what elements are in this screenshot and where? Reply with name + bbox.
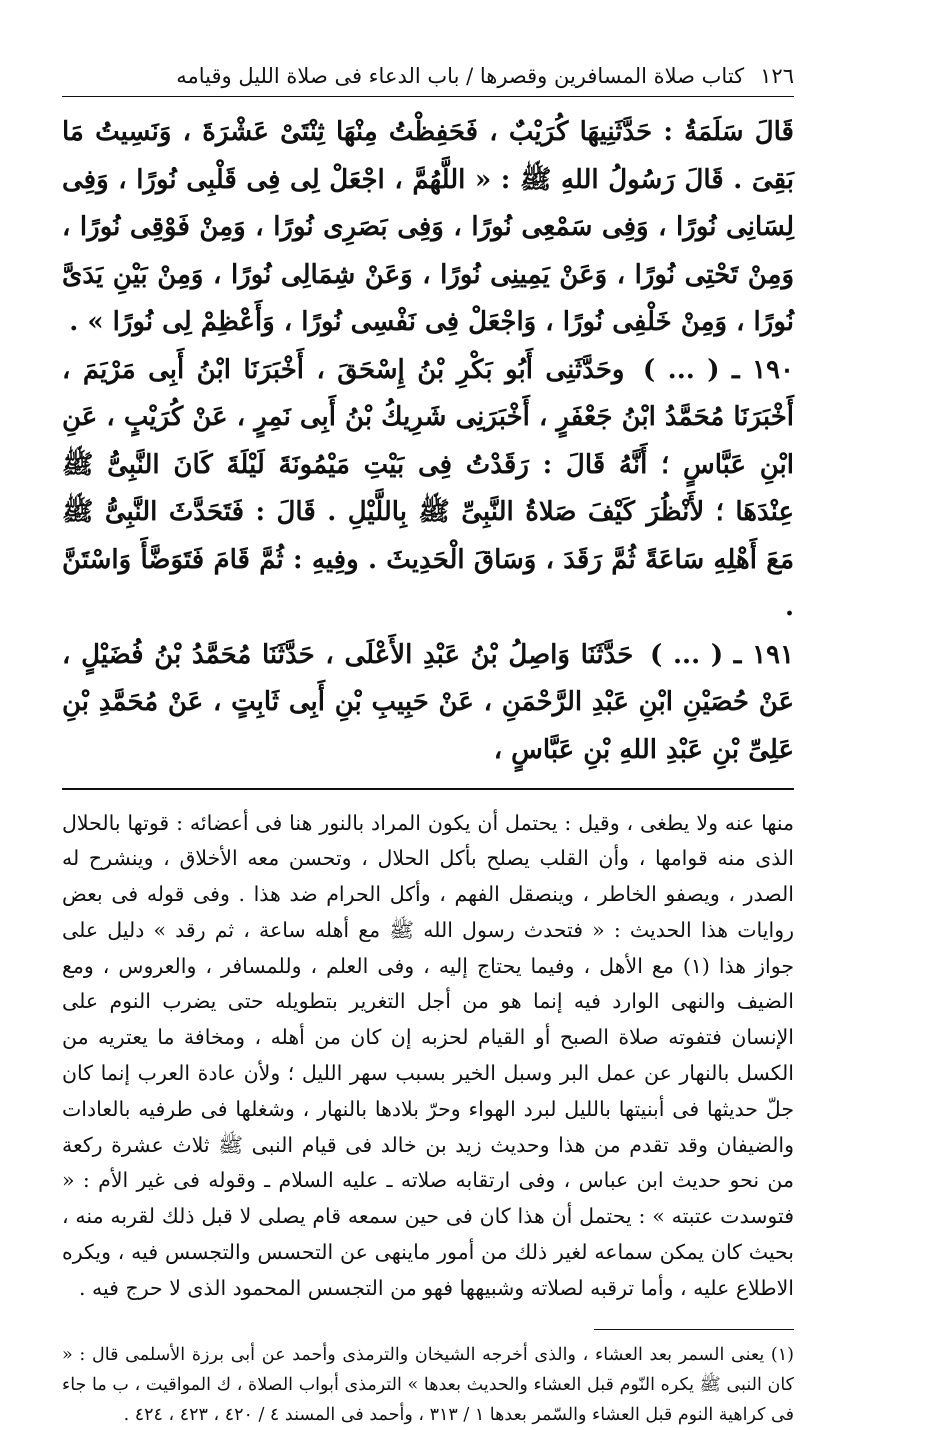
footnotes (62, 1340, 794, 1430)
hadith-text: وحَدَّثَنِى أَبُو بَكْرِ بْنُ إِسْحَقَ ، أَخْبَرَنَا ابْنُ أَبِى مَرْيَمَ ، أَخْبَرَنَا مُحَمَّدُ ابْنُ جَعْفَرٍ ، أَخْبَرَنِى شَرِيكُ بْنُ أَبِى نَمِرٍ ، عَنْ كُرَيْبٍ ، عَنِ ابْنِ عَبَّاسٍ ؛ أَنَّهُ قَالَ : رَقَدْتُ فِى بَيْتِ مَيْمُونَةَ لَيْلَةَ كَانَ النَّبِىُّ ﷺ عِنْدَهَا ؛ لأَنْظُرَ كَيْفَ صَلاةُ النَّبِىِّ ﷺ بِاللَّيْلِ . قَالَ : فَتَحَدَّثَ النَّبِىُّ ﷺ مَعَ أَهْلِهِ سَاعَةً ثُمَّ رَقَدَ ، وَسَاقَ الْحَدِيثَ . وفِيهِ : ثُمَّ قَامَ فَتَوَضَّأَ وَاسْتَنَّ . (62, 354, 794, 622)
hadith-number: ١٩١ ـ ( ... ) (650, 639, 794, 670)
page-number: ١٢٦ (760, 64, 794, 88)
hadith-text: حَدَّثَنَا وَاصِلُ بْنُ عَبْدِ الأَعْلَى ، حَدَّثَنَا مُحَمَّدُ بْنُ فُضَيْلٍ ، عَنْ حُصَيْنِ ابْنِ عَبْدِ الرَّحْمَنِ ، عَنْ حَبِيبِ بْنِ أَبِى ثَابِتٍ ، عَنْ مُحَمَّدِ بْنِ عَلِىِّ بْنِ عَبْدِ اللهِ بْنِ عَبَّاسٍ ، (62, 639, 794, 765)
hadith-continuation-paragraph: قَالَ سَلَمَةُ : حَدَّثَنِيهَا كُرَيْبٌ ، فَحَفِظْتُ مِنْهَا ثِنْتَىْ عَشْرَةَ ، وَنَسِيتُ مَا بَقِىَ . قَالَ رَسُولُ اللهِ ﷺ : « اللَّهُمَّ ، اجْعَلْ لِى فِى قَلْبِى نُورًا ، وَفِى لِسَانِى نُورًا ، وَفِى سَمْعِى نُورًا ، وَفِى بَصَرِى نُورًا ، وَمِنْ فَوْقِى نُورًا ، وَمِنْ تَحْتِى نُورًا ، وَعَنْ يَمِينِى نُورًا ، وَعَنْ شِمَالِى نُورًا ، وَمِنْ بَيْنِ يَدَىَّ نُورًا ، وَمِنْ خَلْفِى نُورًا ، وَاجْعَلْ فِى نَفْسِى نُورًا ، وَأَعْظِمْ لِى نُورًا » . (62, 117, 794, 337)
book-page (62, 56, 794, 1430)
footnote-1: (١) يعنى السمر بعد العشاء ، والذى أخرجه الشيخان والترمذى وأحمد عن أبى برزة الأسلمى قال : « كان النبى ﷺ يكره النّوم قبل العشاء والحديث بعدها » الترمذى أبواب الصلاة ، ك المواقيت ، ب ما جاء فى كراهية النوم قبل العشاء والسّمر بعدها ١ / ٣١٣ ، وأحمد فى المسند ٤ / ٤٢٠ ، ٤٢٣ ، ٤٢٤ . (62, 1345, 794, 1426)
running-title: كتاب صلاة المسافرين وقصرها / باب الدعاء فى صلاة الليل وقيامه (176, 64, 745, 88)
hadith-191 (62, 632, 794, 775)
hadith-number: ١٩٠ ـ ( ... ) (642, 354, 794, 385)
main-text (62, 109, 794, 774)
section-divider (62, 788, 794, 790)
footnote-divider (594, 1329, 794, 1331)
commentary-text: منها عنه ولا يطغى ، وقيل : يحتمل أن يكون المراد بالنور هنا فى أعضائه : قوتها بالحلال الذى منه قوامها ، وأن القلب يصلح بأكل الحلال ، وتحسن معه الأخلاق ، وينشرح له الصدر ، ويصفو الخاطر ، وينصقل الفهم ، وأكل الحرام ضد هذا . وفى قوله فى بعض روايات هذا الحديث : « فتحدث رسول الله ﷺ مع أهله ساعة ، ثم رقد » دليل على جواز هذا (١) مع الأهل ، وفيما يحتاج إليه ، وفى العلم ، وللمسافر ، والعروس ، ومع الضيف والنهى الوارد فيه إنما هو من أجل التغرير بتطويله حتى يضرب النوم على الإنسان فتفوته صلاة الصبح أو القيام لحزبه إن كان من أهله ، ومخافة ما يعتريه من الكسل بالنهار عن عمل البر وسبل الخير بسبب سهر الليل ؛ ولأن عادة العرب إنما كان جلّ حديثها فى أبنيتها بالليل لبرد الهواء وحرّ بلادها بالنهار ، وشغلها فى طرفيه بالعادات والضيفان وقد تقدم من هذا وحديث زيد بن خالد فى قيام النبى ﷺ ثلاث عشرة ركعة من نحو حديث ابن عباس ، وفى ارتقابه صلاته ـ عليه السلام ـ وقوله فى غير الأم : « فتوسدت عتبته » : يحتمل أن هذا كان فى حين سمعه قام يصلى لا قبل ذلك لقربه منه ، بحيث كان يمكن سماعه لغير ذلك من أمور ماينهى عن التحسس والتجسس فيه ، ويكره الاطلاع عليه ، وأما ترقبه لصلاته وشبيهها فهو من التجسس المحمود الذى لا حرج فيه . (62, 810, 794, 1300)
hadith-190 (62, 347, 794, 632)
commentary (62, 806, 794, 1307)
page-header (62, 56, 794, 97)
